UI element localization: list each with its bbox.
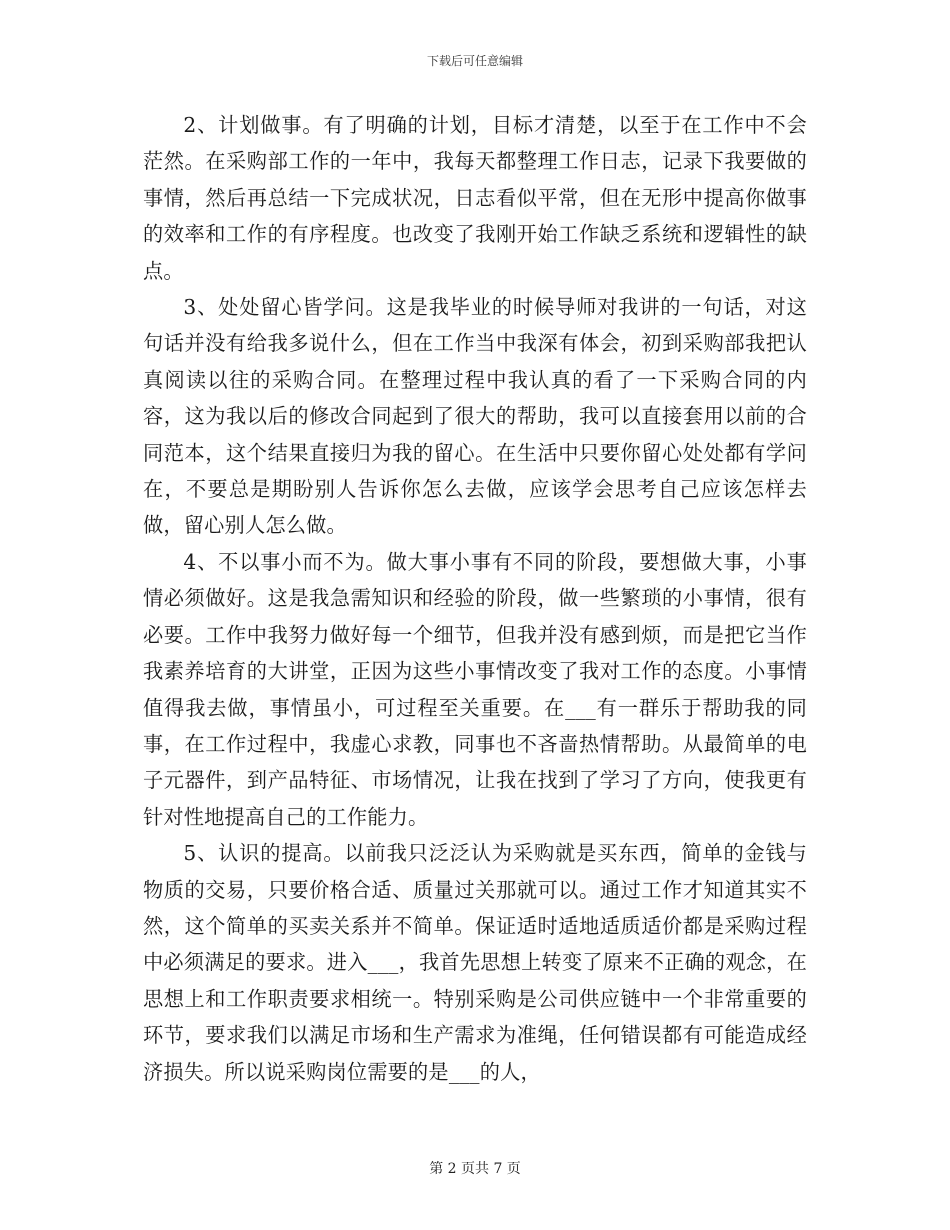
document-body xyxy=(143,107,807,1090)
paragraph-item-2: 2、计划做事。有了明确的计划，目标才清楚，以至于在工作中不会茫然。在采购部工作的一年中，我每天都整理工作日志，记录下我要做的事情，然后再总结一下完成状况，日志看似平常，但在无形中提高你做事的效率和工作的有序程度。也改变了我刚开始工作缺乏系统和逻辑性的缺点。 xyxy=(143,113,807,283)
page-header: 下载后可任意编辑 xyxy=(426,54,523,68)
paragraph-item-3: 3、处处留心皆学问。这是我毕业的时候导师对我讲的一句话，对这句话并没有给我多说什么，但在工作当中我深有体会，初到采购部我把认真阅读以往的采购合同。在整理过程中我认真的看了一下采购合同的内容，这为我以后的修改合同起到了很大的帮助，我可以直接套用以前的合同范本，这个结果直接归为我的留心。在生活中只要你留心处处都有学问在，不要总是期盼别人告诉你怎么去做，应该学会思考自己应该怎样去做，留心别人怎么做。 xyxy=(143,295,807,538)
paragraph-item-4: 4、不以事小而不为。做大事小事有不同的阶段，要想做大事，小事情必须做好。这是我急需知识和经验的阶段，做一些繁琐的小事情，很有必要。工作中我努力做好每一个细节，但我并没有感到烦，而是把它当作我素养培育的大讲堂，正因为这些小事情改变了我对工作的态度。小事情值得我去做，事情虽小，可过程至关重要。在___有一群乐于帮助我的同事，在工作过程中，我虚心求教，同事也不吝啬热情帮助。从最简单的电子元器件，到产品特征、市场情况，让我在找到了学习了方向，使我更有针对性地提高自己的工作能力。 xyxy=(143,549,807,829)
page-number-footer: 第 2 页共 7 页 xyxy=(429,1161,521,1177)
paragraph-item-5: 5、认识的提高。以前我只泛泛认为采购就是买东西，简单的金钱与物质的交易，只要价格合适、质量过关那就可以。通过工作才知道其实不然，这个简单的买卖关系并不简单。保证适时适地适质适价都是采购过程中必须满足的要求。进入___，我首先思想上转变了原来不正确的观念，在思想上和工作职责要求相统一。特别采购是公司供应链中一个非常重要的环节，要求我们以满足市场和生产需求为准绳，任何错误都有可能造成经济损失。所以说采购岗位需要的是___的人， xyxy=(143,841,807,1084)
